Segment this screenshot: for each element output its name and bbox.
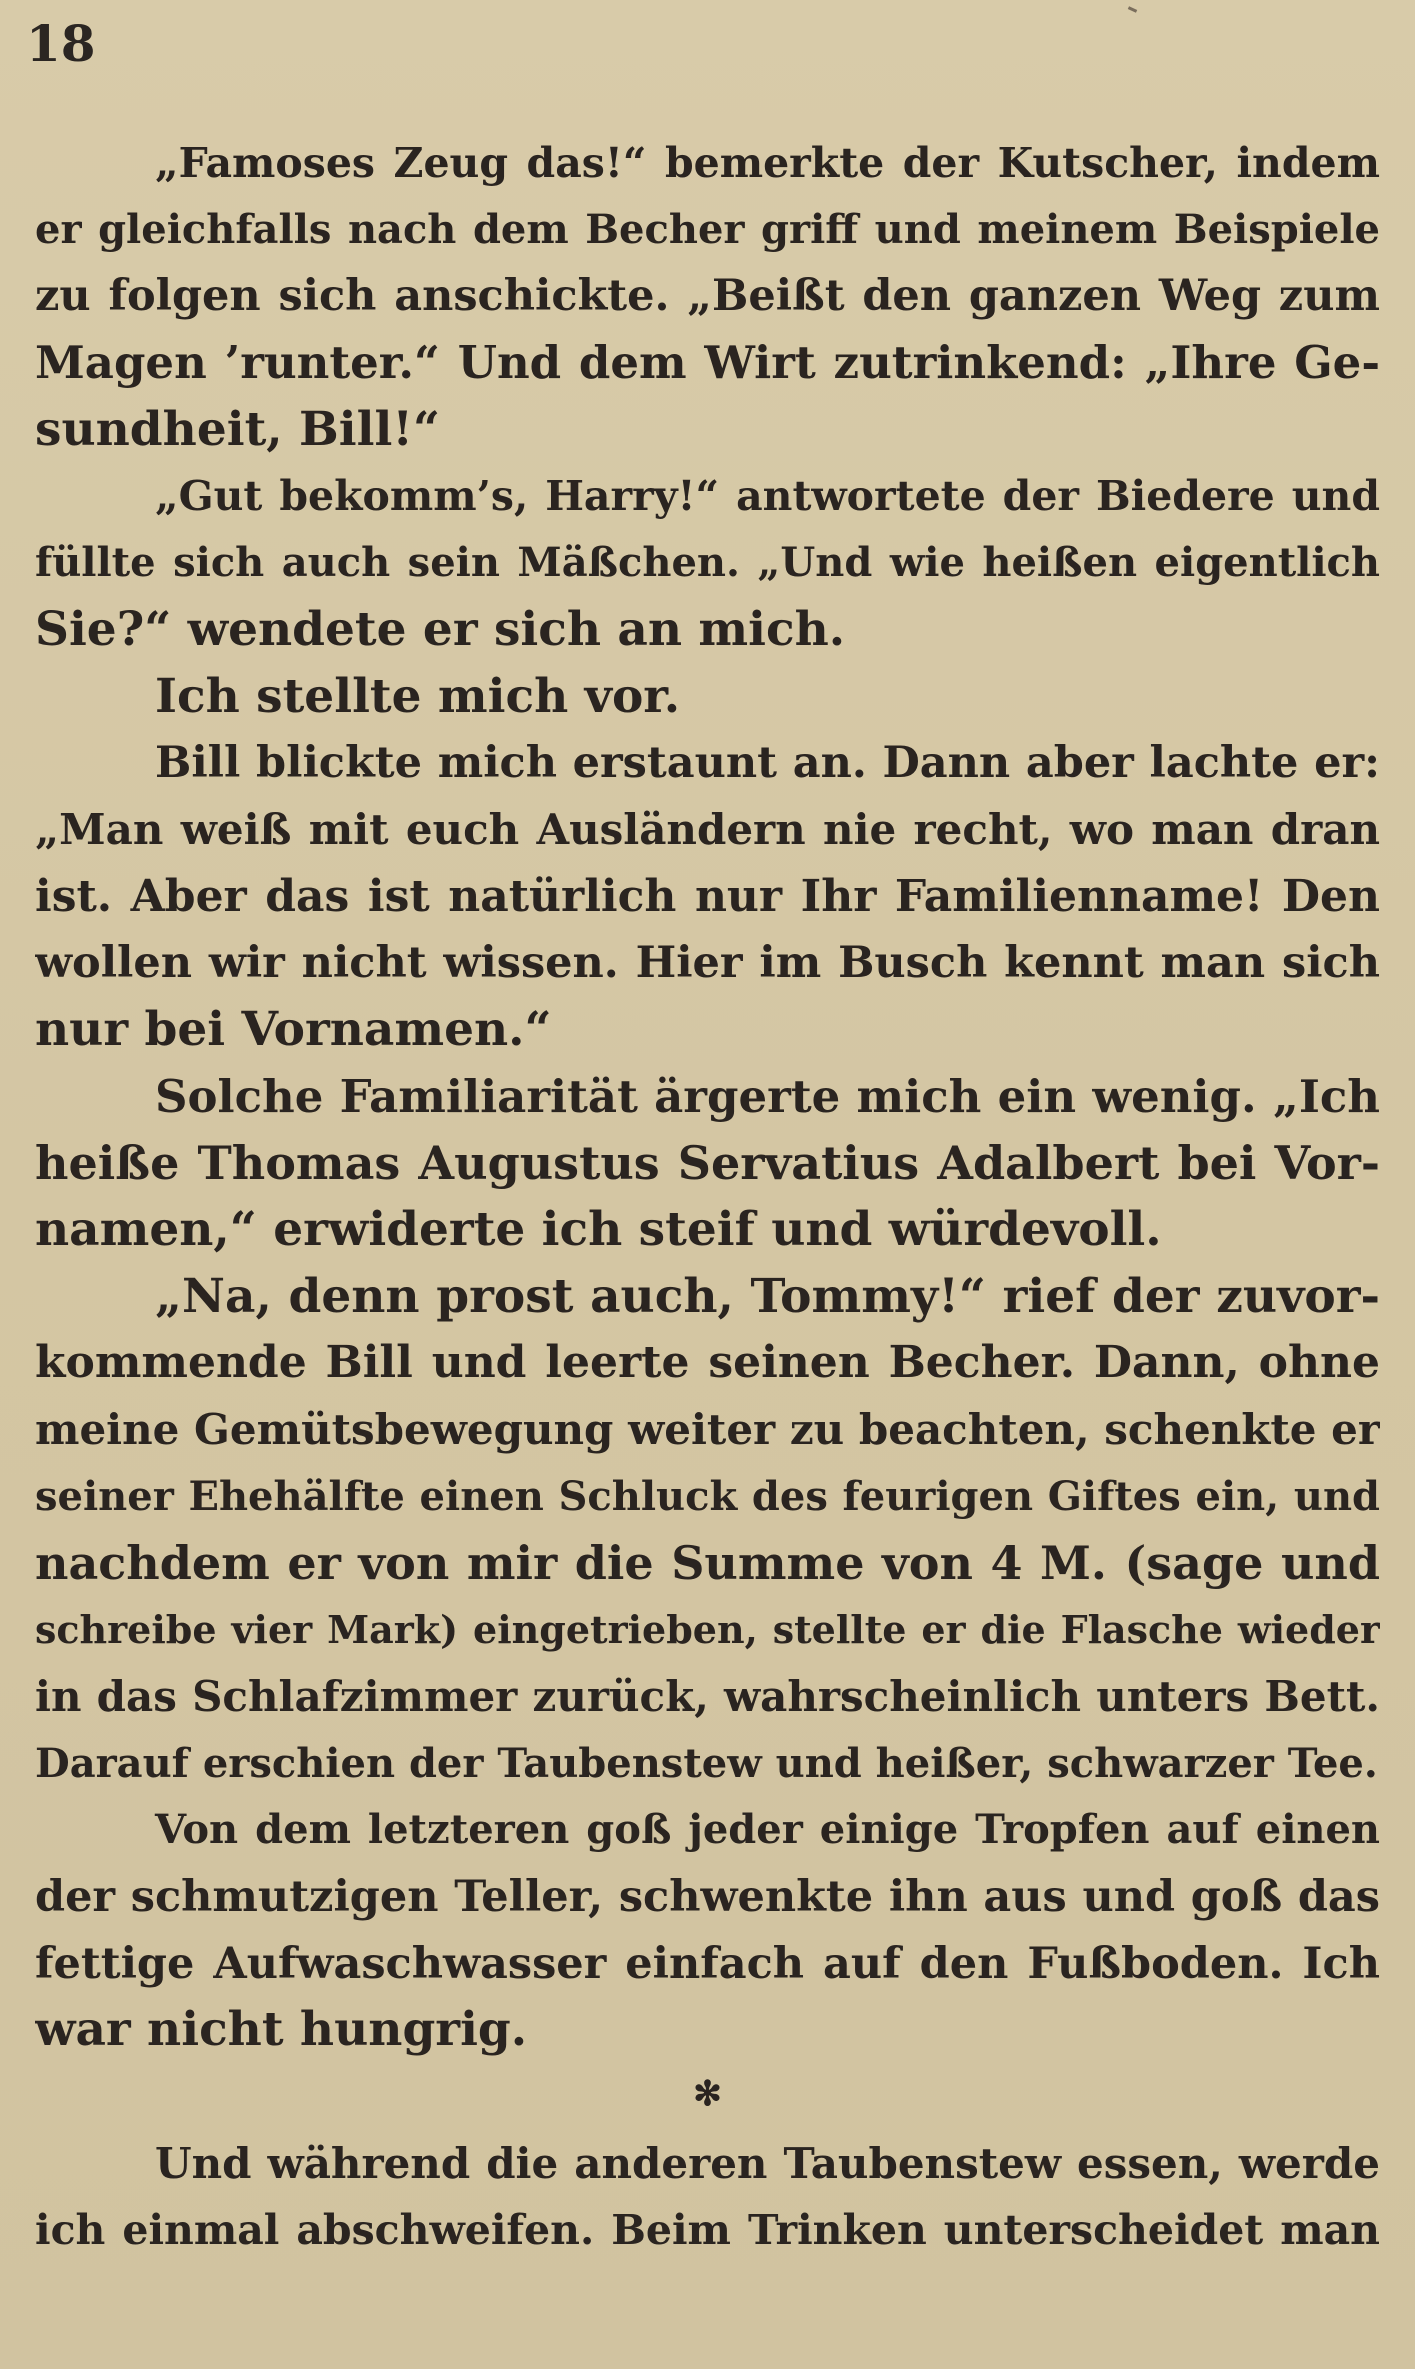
text-line: schreibe vier Mark) eingetrieben, stellte er die Flasche wieder bbox=[35, 1607, 1380, 1653]
text-line: nachdem er von mir die Summe von 4 M. (sage und bbox=[35, 1536, 1380, 1591]
text-line: Ich stellte mich vor. bbox=[155, 668, 681, 724]
text-line: heiße Thomas Augustus Servatius Adalbert bei Vor- bbox=[35, 1136, 1380, 1191]
text-line: ist. Aber das ist natürlich nur Ihr Familienname! Den bbox=[35, 870, 1380, 922]
text-line: meine Gemütsbewegung weiter zu beachten, schenkte er bbox=[35, 1405, 1380, 1455]
text-line: sundheit, Bill!“ bbox=[35, 401, 440, 457]
section-separator: ✻ bbox=[693, 2073, 722, 2114]
text-line: in das Schlafzimmer zurück, wahrscheinlich unters Bett. bbox=[35, 1671, 1380, 1721]
text-line: kommende Bill und leerte seinen Becher. Dann, ohne bbox=[35, 1337, 1380, 1389]
text-line: „Famoses Zeug das!“ bemerkte der Kutscher, indem bbox=[155, 139, 1380, 187]
page-number: 18 bbox=[26, 14, 96, 73]
text-line: der schmutzigen Teller, schwenkte ihn aus und goß das bbox=[35, 1871, 1380, 1922]
text-line: wollen wir nicht wissen. Hier im Busch kennt man sich bbox=[35, 938, 1380, 989]
text-line: Darauf erschien der Taubenstew und heißer, schwarzer Tee. bbox=[35, 1739, 1378, 1787]
text-line: „Na, denn prost auch, Tommy!“ rief der zuvor- bbox=[155, 1268, 1380, 1324]
paper-speck bbox=[1128, 6, 1137, 13]
text-line: Von dem letzteren goß jeder einige Tropfen auf einen bbox=[155, 1806, 1380, 1854]
text-line: fettige Aufwaschwasser einfach auf den Fußboden. Ich bbox=[35, 1938, 1380, 1989]
text-line: Solche Familiarität ärgerte mich ein wenig. „Ich bbox=[155, 1069, 1380, 1123]
text-line: zu folgen sich anschickte. „Beißt den ganzen Weg zum bbox=[35, 271, 1380, 322]
text-line: er gleichfalls nach dem Becher griff und meinem Beispiele bbox=[35, 205, 1380, 253]
text-line: Und während die anderen Taubenstew essen, werde bbox=[155, 2138, 1380, 2188]
text-line: „Man weiß mit euch Ausländern nie recht, wo man dran bbox=[35, 804, 1380, 854]
text-line: Bill blickte mich erstaunt an. Dann aber lachte er: bbox=[155, 738, 1380, 789]
text-line: nur bei Vornamen.“ bbox=[35, 1001, 552, 1057]
text-line: Magen ’runter.“ Und dem Wirt zutrinkend: „Ihre Ge- bbox=[35, 336, 1380, 390]
text-line: „Gut bekomm’s, Harry!“ antwortete der Biedere und bbox=[155, 472, 1380, 521]
text-line: füllte sich auch sein Mäßchen. „Und wie heißen eigentlich bbox=[35, 539, 1380, 587]
text-line: ich einmal abschweifen. Beim Trinken unterscheidet man bbox=[35, 2206, 1380, 2255]
body-text bbox=[35, 130, 1380, 2264]
text-line: Sie?“ wendete er sich an mich. bbox=[35, 601, 846, 657]
text-line: war nicht hungrig. bbox=[35, 2002, 528, 2058]
text-line: seiner Ehehälfte einen Schluck des feurigen Giftes ein, und bbox=[35, 1472, 1380, 1520]
text-line: namen,“ erwiderte ich steif und würdevoll. bbox=[35, 1202, 1162, 1257]
